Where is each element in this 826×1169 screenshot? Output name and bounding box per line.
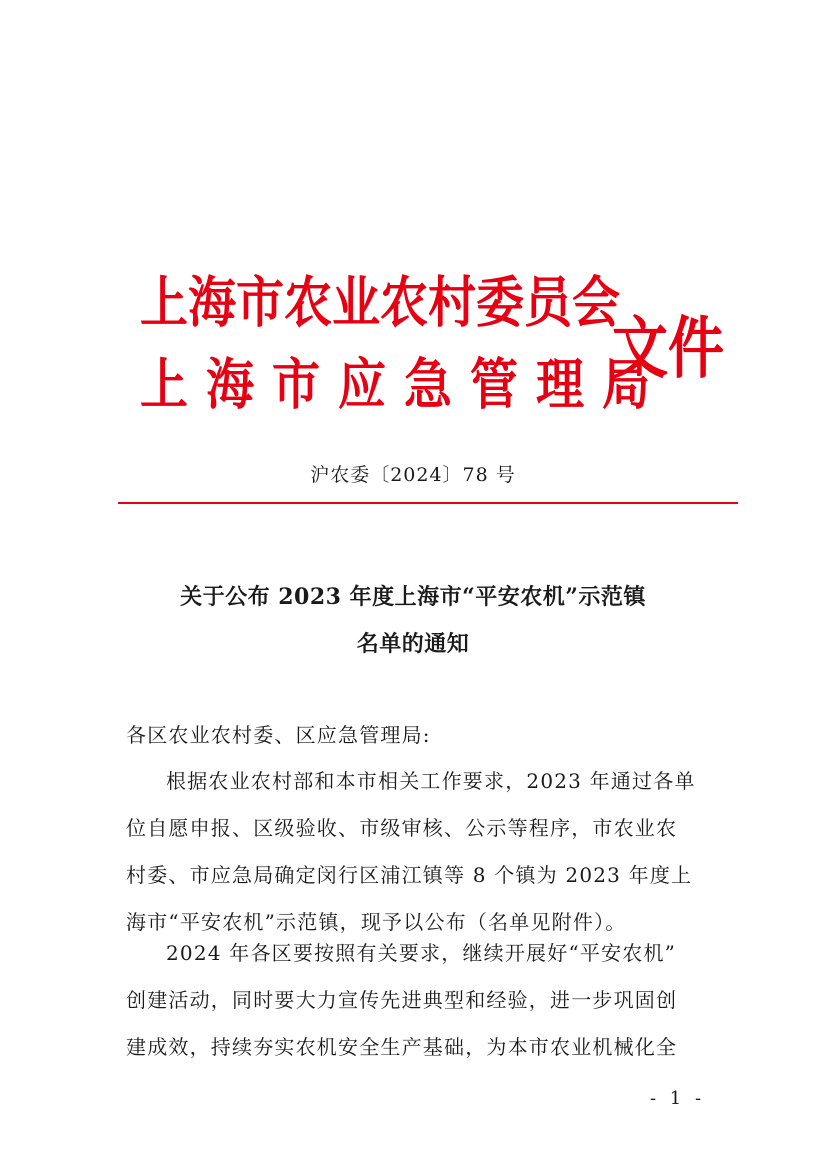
- paragraph-line: 村委、市应急局确定闵行区浦江镇等 8 个镇为 2023 年度上: [126, 863, 693, 887]
- red-divider: [118, 502, 738, 504]
- paragraph-line: 根据农业农村部和本市相关工作要求，2023 年通过各单: [166, 769, 696, 793]
- paragraph-line: 2024 年各区要按照有关要求，继续开展好“平安农机”: [166, 941, 677, 965]
- paragraph-line: 位自愿申报、区级验收、市级审核、公示等程序，市农业农: [126, 816, 678, 840]
- document-suffix: 文件: [612, 309, 724, 389]
- notice-title-line-2: 名单的通知: [356, 631, 470, 657]
- paragraph-2: [126, 930, 708, 1071]
- page-number: - 1 -: [650, 1088, 706, 1109]
- paragraph-line: 创建活动，同时要大力宣传先进典型和经验，进一步巩固创: [126, 988, 678, 1012]
- paragraph-line: 海市“平安农机”示范镇，现予以公布（名单见附件）。: [126, 910, 627, 934]
- paragraph-line: 建成效，持续夯实农机安全生产基础，为本市农业机械化全: [126, 1035, 678, 1059]
- issuer-line-2: 上海市应急管理局: [140, 352, 669, 418]
- salutation: 各区农业农村委、区应急管理局:: [126, 723, 431, 747]
- issuer-line-1: 上海市农业农村委员会: [140, 270, 621, 336]
- paragraph-1: [126, 758, 708, 946]
- notice-title-line-1: 关于公布 2023 年度上海市“平安农机”示范镇: [180, 584, 646, 610]
- document-number: 沪农委〔2024〕78 号: [310, 464, 516, 486]
